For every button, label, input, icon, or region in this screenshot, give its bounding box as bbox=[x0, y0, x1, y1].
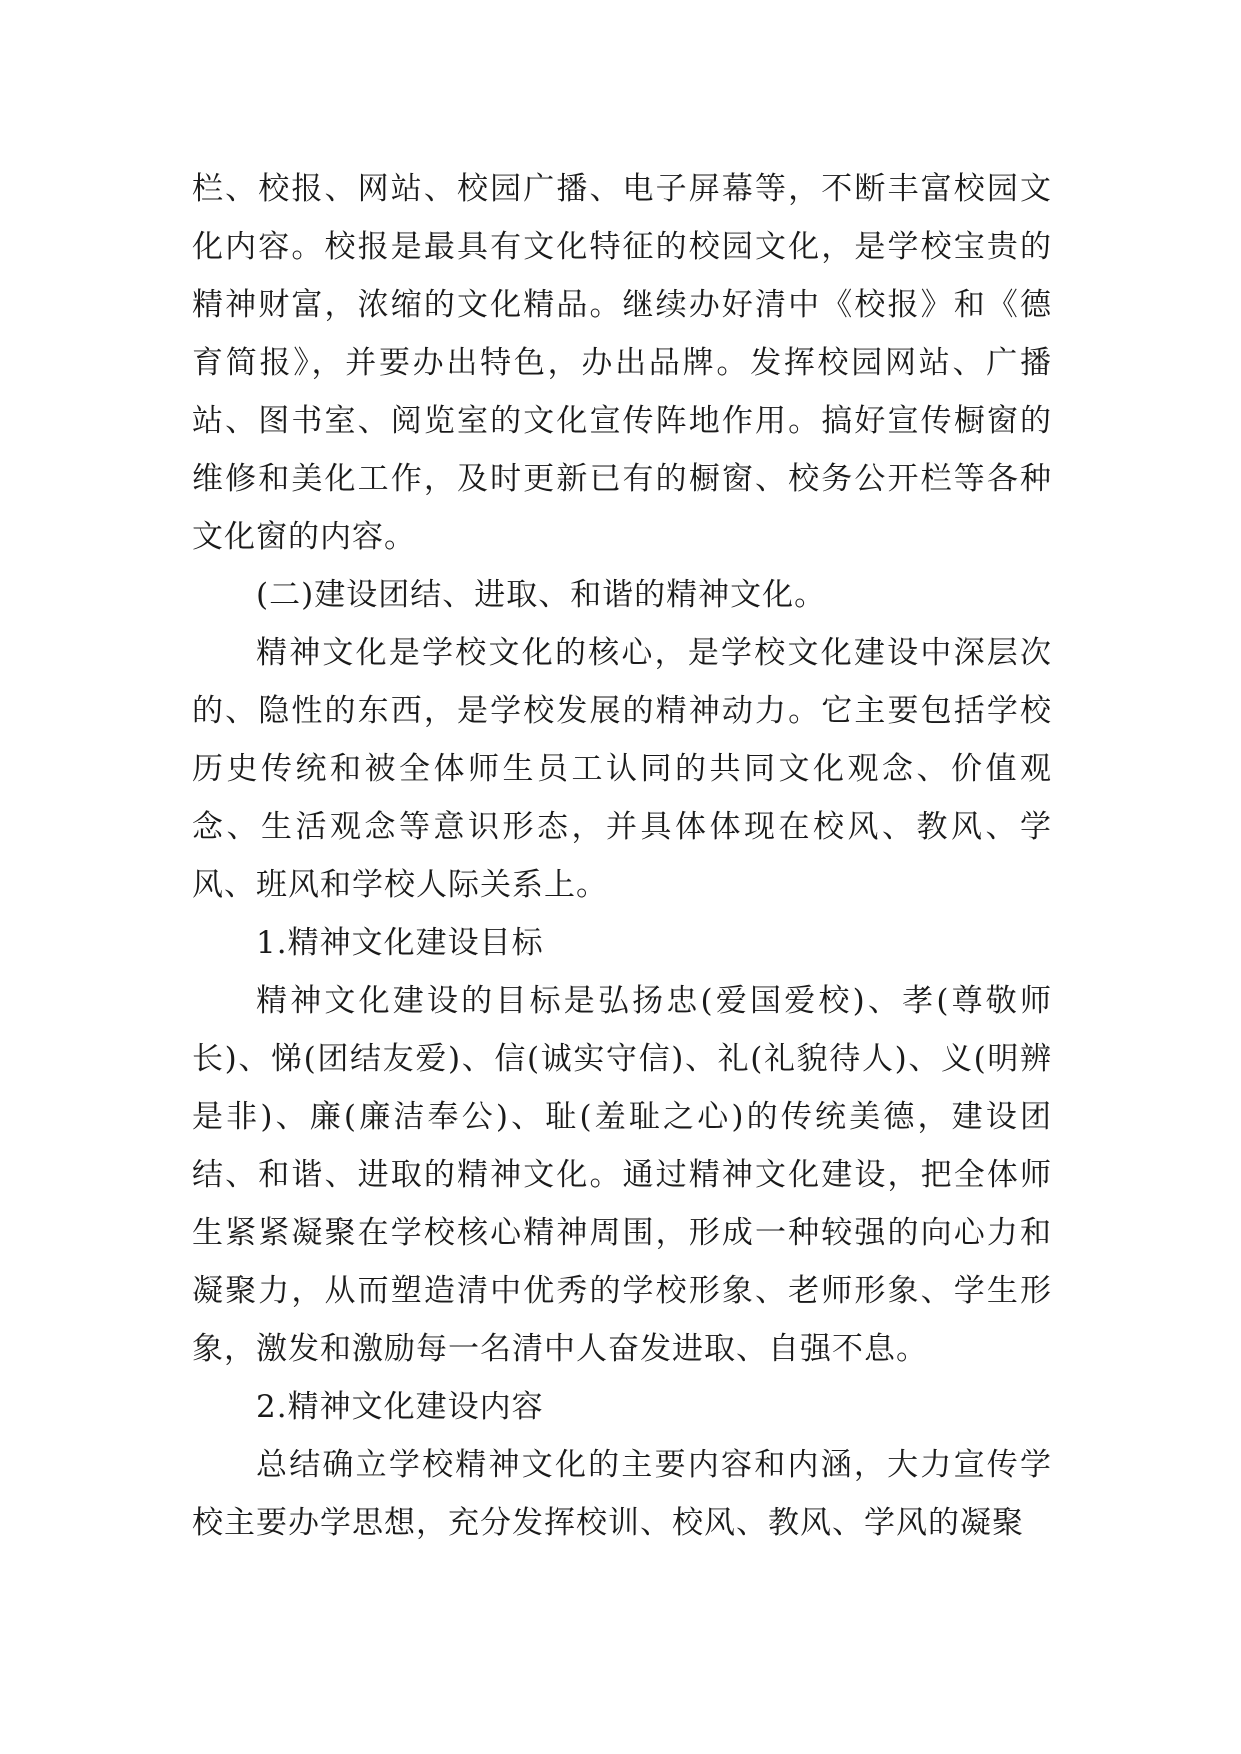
subheading-contents: 2.精神文化建设内容 bbox=[256, 1389, 544, 1425]
document-body bbox=[192, 160, 1052, 1552]
paragraph-spiritual-culture-core: 精神文化是学校文化的核心，是学校文化建设中深层次的、隐性的东西，是学校发展的精神动力。它主要包括学校历史传统和被全体师生员工认同的共同文化观念、价值观念、生活观念等意识形态，并具体体现在校风、教风、学风、班风和学校人际关系上。 bbox=[192, 635, 1052, 903]
section-heading-spiritual-culture: (二)建设团结、进取、和谐的精神文化。 bbox=[256, 577, 827, 613]
paragraph-campus-media: 栏、校报、网站、校园广播、电子屏幕等，不断丰富校园文化内容。校报是最具有文化特征的校园文化，是学校宝贵的精神财富，浓缩的文化精品。继续办好清中《校报》和《德育简报》，并要办出特色，办出品牌。发挥校园网站、广播站、图书室、阅览室的文化宣传阵地作用。搞好宣传橱窗的维修和美化工作，及时更新已有的橱窗、校务公开栏等各种文化窗的内容。 bbox=[192, 171, 1052, 555]
paragraph-contents: 总结确立学校精神文化的主要内容和内涵，大力宣传学校主要办学思想，充分发挥校训、校风、教风、学风的凝聚 bbox=[192, 1447, 1052, 1541]
subheading-goals: 1.精神文化建设目标 bbox=[256, 925, 544, 961]
paragraph-goals: 精神文化建设的目标是弘扬忠(爱国爱校)、孝(尊敬师长)、悌(团结友爱)、信(诚实守信)、礼(礼貌待人)、义(明辨是非)、廉(廉洁奉公)、耻(羞耻之心)的传统美德，建设团结、和谐、进取的精神文化。通过精神文化建设，把全体师生紧紧凝聚在学校核心精神周围，形成一种较强的向心力和凝聚力，从而塑造清中优秀的学校形象、老师形象、学生形象，激发和激励每一名清中人奋发进取、自强不息。 bbox=[192, 983, 1052, 1367]
